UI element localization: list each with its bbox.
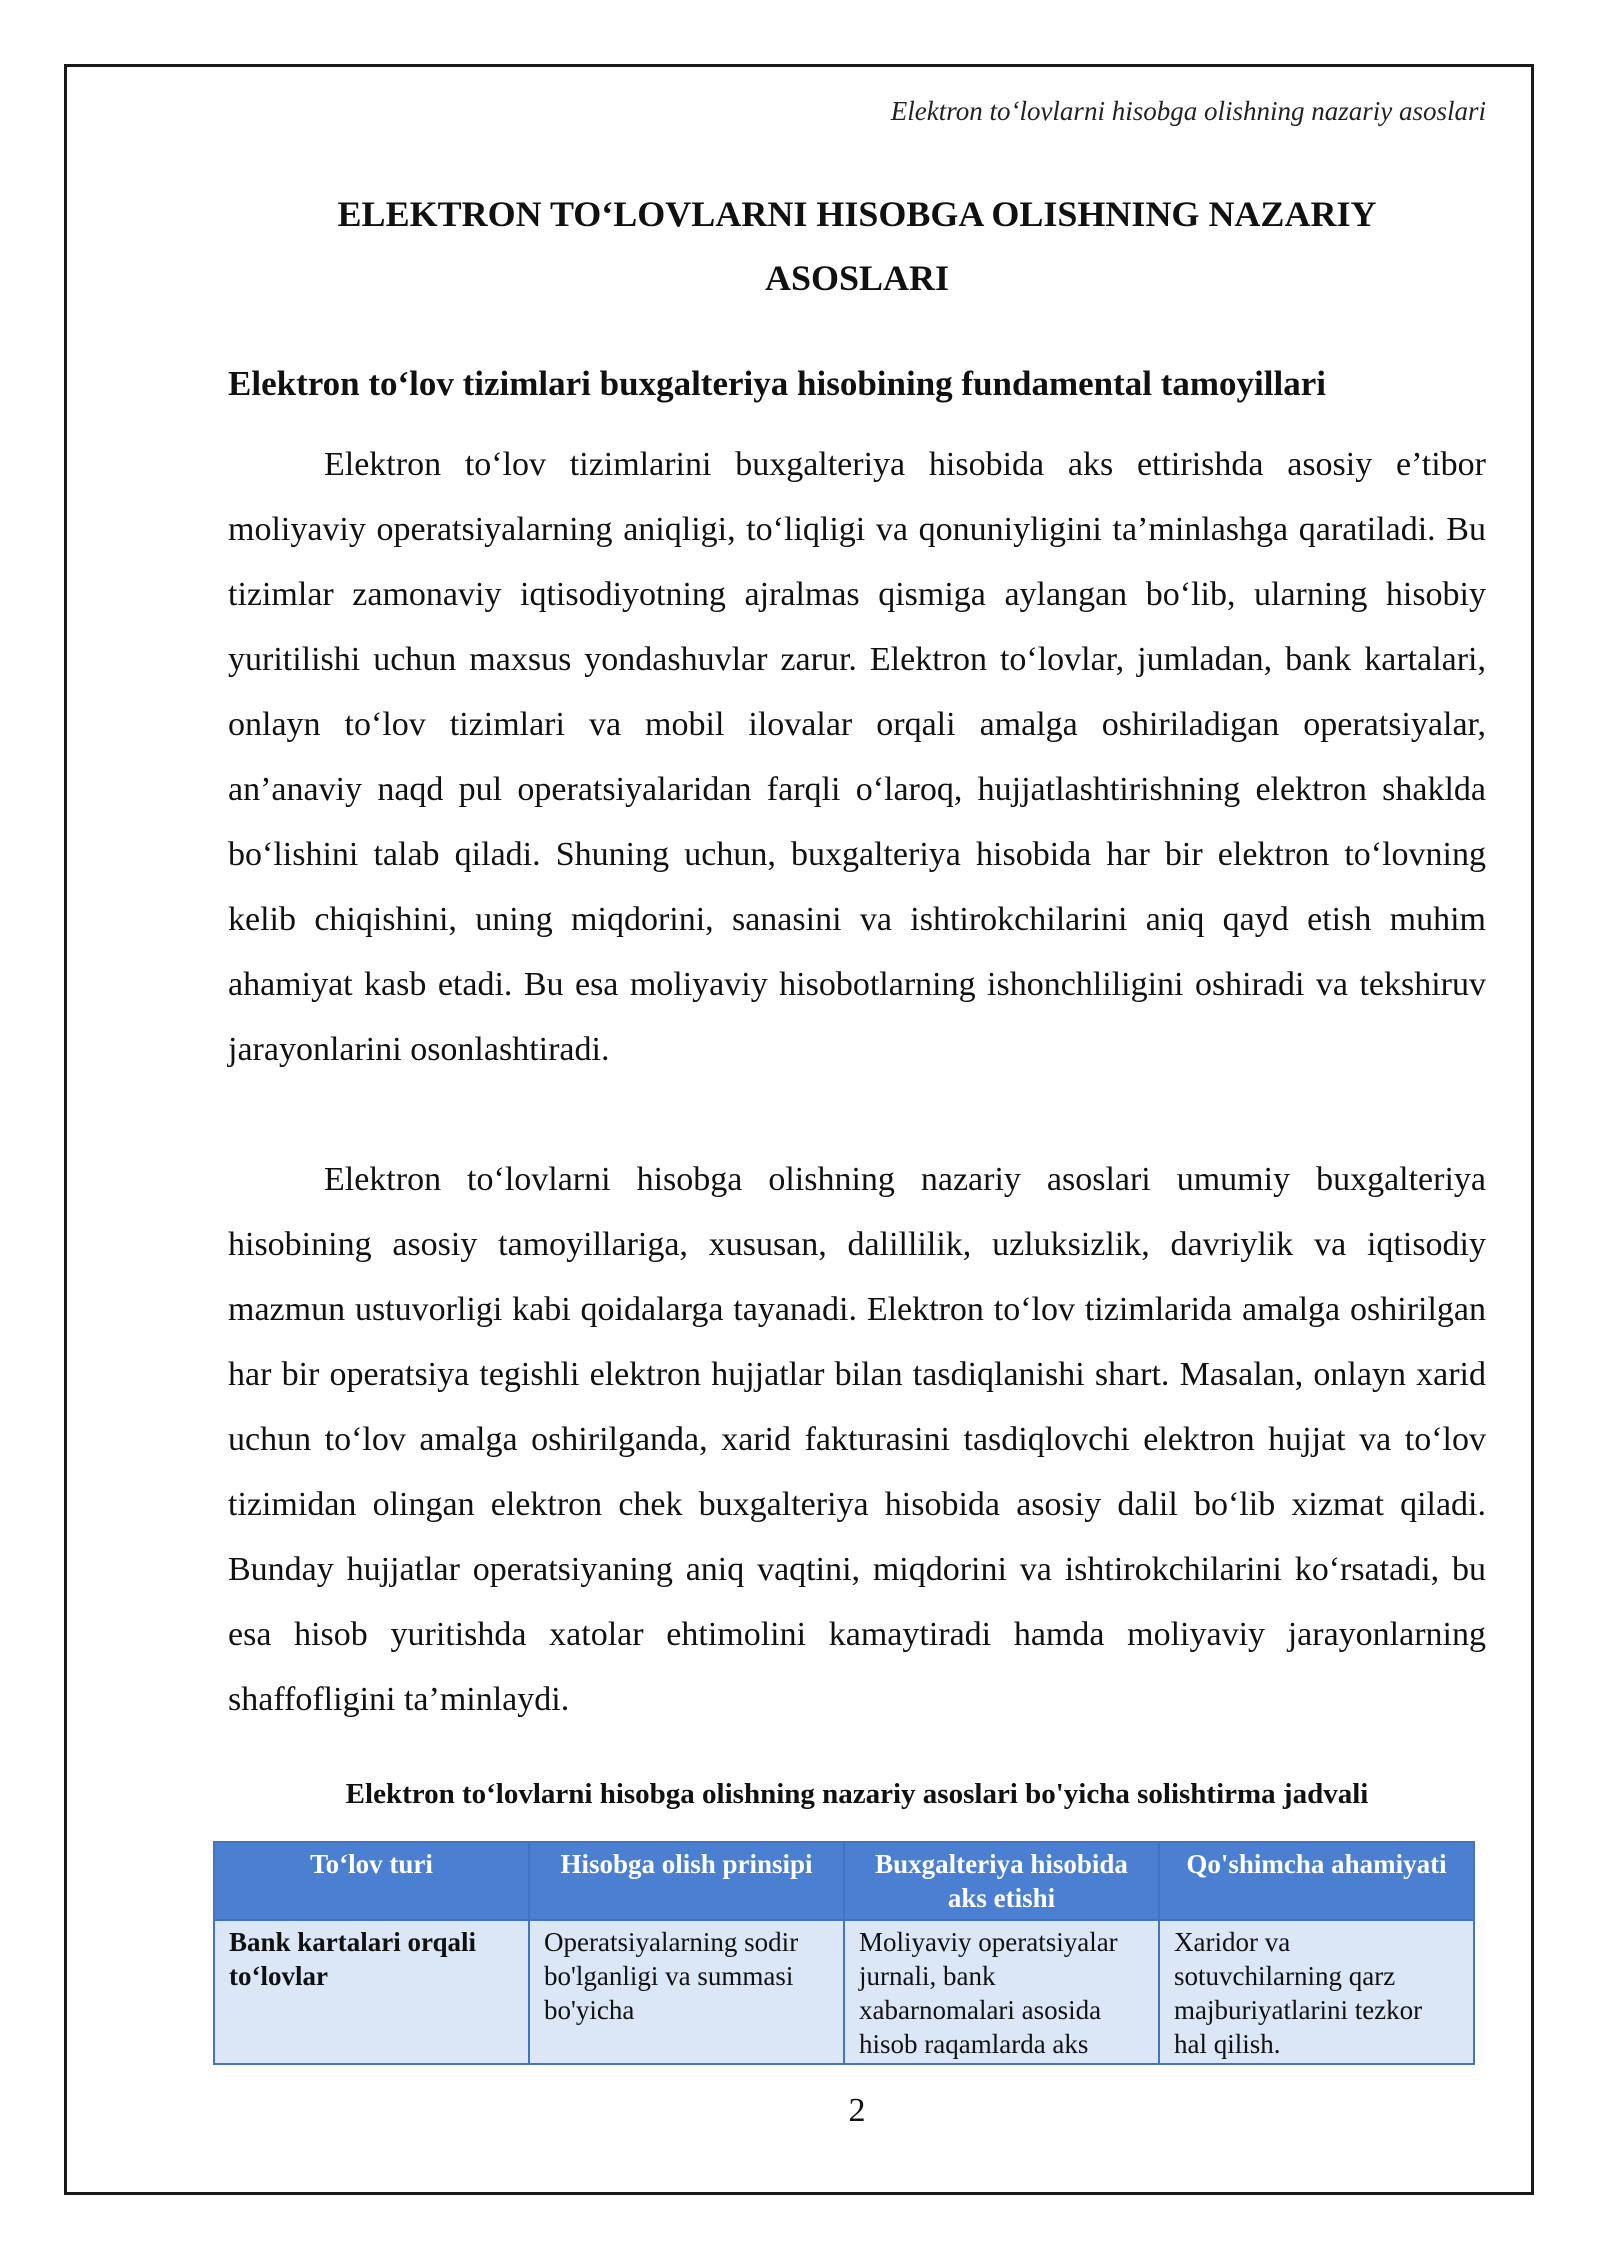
comparison-table xyxy=(213,1841,1475,2065)
table-header-row xyxy=(214,1842,1474,1920)
table-cell: Moliyaviy operatsiyalar jurnali, bank xabarnomalari asosida hisob raqamlarda aks xyxy=(844,1920,1159,2064)
section-heading: Elektron to‘lov tizimlari buxgalteriya hisobining fundamental tamoyillari xyxy=(228,364,1326,403)
table-cell: Operatsiyalarning sodir bo'lganligi va summasi bo'yicha xyxy=(529,1920,844,2064)
table-header-cell: Buxgalteriya hisobida aks etishi xyxy=(844,1842,1159,1920)
running-header: Elektron to‘lovlarni hisobga olishning nazariy asoslari xyxy=(890,96,1486,126)
table-header-cell: Qo'shimcha ahamiyati xyxy=(1159,1842,1474,1920)
table-header-cell: Hisobga olish prinsipi xyxy=(529,1842,844,1920)
document-title xyxy=(228,182,1486,310)
table-caption: Elektron to‘lovlarni hisobga olishning nazariy asoslari bo'yicha solishtirma jadvali xyxy=(345,1778,1369,1810)
table-row xyxy=(214,1920,1474,2064)
page-number: 2 xyxy=(848,2092,866,2129)
table-cell: Xaridor va sotuvchilarning qarz majburiyatlarini tezkor hal qilish. xyxy=(1159,1920,1474,2064)
document-title-line-1: ELEKTRON TO‘LOVLARNI HISOBGA OLISHNING NAZARIY xyxy=(337,194,1377,234)
table-header-cell: To‘lov turi xyxy=(214,1842,529,1920)
body-paragraph-1: Elektron to‘lov tizimlarini buxgalteriya hisobida aks ettirishda asosiy e’tibor moliyaviy operatsiyalarning aniqligi, to‘liqligi va qonuniyligini ta’minlashga qaratiladi. Bu tizimlar zamonaviy iqtisodiyotning ajralmas qismiga aylangan bo‘lib, ularning hisobiy yuritilishi uchun maxsus yondashuvlar zarur. Elektron to‘lovlar, jumladan, bank kartalari, onlayn to‘lov tizimlari va mobil ilovalar orqali amalga oshiriladigan operatsiyalar, an’anaviy naqd pul operatsiyalaridan farqli o‘laroq, hujjatlashtirishning elektron shaklda bo‘lishini talab qiladi. Shuning uchun, buxgalteriya hisobida har bir elektron to‘lovning kelib chiqishini, uning miqdorini, sanasini va ishtirokchilarini aniq qayd etish muhim ahamiyat kasb etadi. Bu esa moliyaviy hisobotlarning ishonchliligini oshiradi va tekshiruv jarayonlarini osonlashtiradi. xyxy=(228,446,1486,1068)
table-cell: Bank kartalari orqali to‘lovlar xyxy=(214,1920,529,2064)
document-title-line-2: ASOSLARI xyxy=(764,258,950,298)
body-paragraph-2: Elektron to‘lovlarni hisobga olishning nazariy asoslari umumiy buxgalteriya hisobining asosiy tamoyillariga, xususan, dalillilik, uzluksizlik, davriylik va iqtisodiy mazmun ustuvorligi kabi qoidalarga tayanadi. Elektron to‘lov tizimlarida amalga oshirilgan har bir operatsiya tegishli elektron hujjatlar bilan tasdiqlanishi shart. Masalan, onlayn xarid uchun to‘lov amalga oshirilganda, xarid fakturasini tasdiqlovchi elektron hujjat va to‘lov tizimidan olingan elektron chek buxgalteriya hisobida asosiy dalil bo‘lib xizmat qiladi. Bunday hujjatlar operatsiyaning aniq vaqtini, miqdorini va ishtirokchilarini ko‘rsatadi, bu esa hisob yuritishda xatolar ehtimolini kamaytiradi hamda moliyaviy jarayonlarning shaffofligini ta’minlaydi. xyxy=(228,1161,1486,1718)
